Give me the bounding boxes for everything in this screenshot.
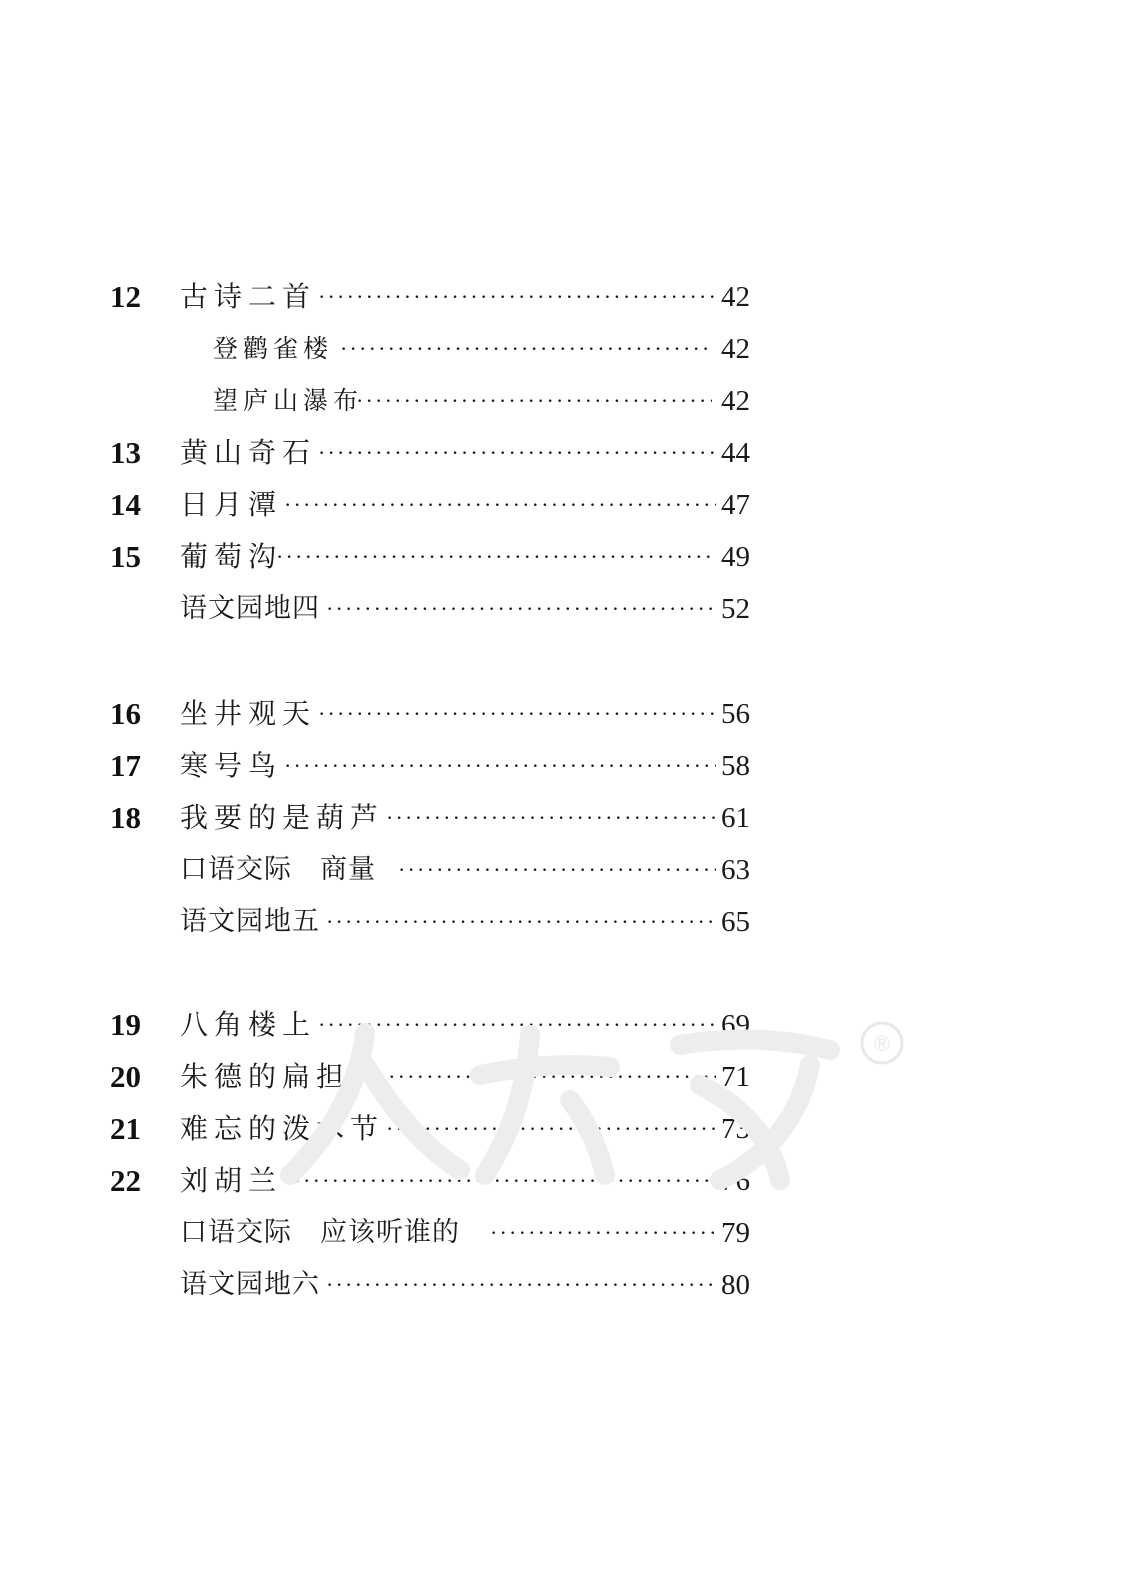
toc-subentry-poem-2[interactable]: [0, 381, 1122, 421]
page-number: 69: [721, 1009, 750, 1041]
lesson-title: 黄山奇石: [180, 436, 317, 469]
lesson-number: 19: [110, 1007, 141, 1042]
lesson-number: 13: [110, 435, 141, 470]
toc-entry-14[interactable]: [0, 485, 1122, 525]
section-title: 语文园地四: [180, 593, 320, 624]
poem-title: 望庐山瀑布: [213, 386, 364, 415]
page-number: 56: [721, 698, 750, 730]
toc-entry-19[interactable]: [0, 1005, 1122, 1045]
page-number: 61: [721, 802, 750, 834]
leader-dots: [318, 277, 716, 317]
page-number: 65: [721, 906, 750, 938]
page-number: 47: [721, 489, 750, 521]
lesson-title: 朱德的扁担: [180, 1060, 351, 1093]
page-number: 42: [721, 385, 750, 417]
lesson-title: 八角楼上: [180, 1008, 317, 1041]
toc-entry-garden-4[interactable]: [0, 589, 1122, 629]
toc-entry-oral-6[interactable]: [0, 1213, 1122, 1253]
lesson-title: 刘胡兰: [180, 1164, 283, 1197]
leader-dots: [284, 1161, 716, 1201]
leader-dots: [284, 485, 716, 525]
lesson-number: 14: [110, 487, 141, 522]
lesson-number: 17: [110, 748, 141, 783]
toc-entry-17[interactable]: [0, 746, 1122, 786]
lesson-title: 坐井观天: [180, 697, 317, 730]
section-title: 语文园地六: [180, 1269, 320, 1300]
toc-entry-15[interactable]: [0, 537, 1122, 577]
registered-mark: ®: [873, 1031, 891, 1056]
lesson-number: 21: [110, 1111, 141, 1146]
leader-dots: [356, 381, 712, 421]
page-number: 42: [721, 333, 750, 365]
toc-subentry-poem-1[interactable]: [0, 329, 1122, 369]
lesson-number: 18: [110, 800, 141, 835]
lesson-number: 15: [110, 539, 141, 574]
toc-entry-garden-5[interactable]: [0, 902, 1122, 942]
lesson-title: 日月潭: [180, 488, 283, 521]
poem-title: 登鹳雀楼: [213, 334, 334, 363]
section-title: 口语交际 应该听谁的: [180, 1217, 460, 1248]
leader-dots: [326, 589, 716, 629]
lesson-title: 我要的是葫芦: [180, 801, 385, 834]
lesson-title: 寒号鸟: [180, 749, 283, 782]
toc-entry-18[interactable]: [0, 798, 1122, 838]
toc-entry-13[interactable]: [0, 433, 1122, 473]
leader-dots: [490, 1213, 716, 1253]
page-number: 76: [721, 1165, 750, 1197]
lesson-number: 20: [110, 1059, 141, 1094]
leader-dots: [326, 1265, 716, 1305]
toc-entry-16[interactable]: [0, 694, 1122, 734]
leader-dots: [284, 746, 716, 786]
page-number: 79: [721, 1217, 750, 1249]
leader-dots: [318, 1005, 716, 1045]
toc-entry-21[interactable]: [0, 1109, 1122, 1149]
leader-dots: [318, 694, 716, 734]
page-number: 58: [721, 750, 750, 782]
page-number: 52: [721, 593, 750, 625]
toc-entry-oral-5[interactable]: [0, 850, 1122, 890]
leader-dots: [326, 902, 716, 942]
lesson-title: 难忘的泼水节: [180, 1112, 385, 1145]
toc-entry-12[interactable]: [0, 277, 1122, 317]
page-number: 63: [721, 854, 750, 886]
toc-entry-22[interactable]: [0, 1161, 1122, 1201]
leader-dots: [398, 850, 716, 890]
leader-dots: [386, 1109, 716, 1149]
lesson-title: 古诗二首: [180, 280, 317, 313]
toc-entry-garden-6[interactable]: [0, 1265, 1122, 1305]
lesson-title: 葡萄沟: [180, 540, 283, 573]
page-number: 42: [721, 281, 750, 313]
leader-dots: [276, 537, 716, 577]
toc-entry-20[interactable]: [0, 1057, 1122, 1097]
lesson-number: 22: [110, 1163, 141, 1198]
section-title: 口语交际 商量: [180, 854, 376, 885]
leader-dots: [350, 1057, 716, 1097]
leader-dots: [340, 329, 712, 369]
page-number: 49: [721, 541, 750, 573]
lesson-number: 16: [110, 696, 141, 731]
page-number: 44: [721, 437, 750, 469]
section-title: 语文园地五: [180, 906, 320, 937]
page-number: 80: [721, 1269, 750, 1301]
leader-dots: [318, 433, 716, 473]
leader-dots: [386, 798, 716, 838]
page-number: 73: [721, 1113, 750, 1145]
page-number: 71: [721, 1061, 750, 1093]
lesson-number: 12: [110, 279, 141, 314]
